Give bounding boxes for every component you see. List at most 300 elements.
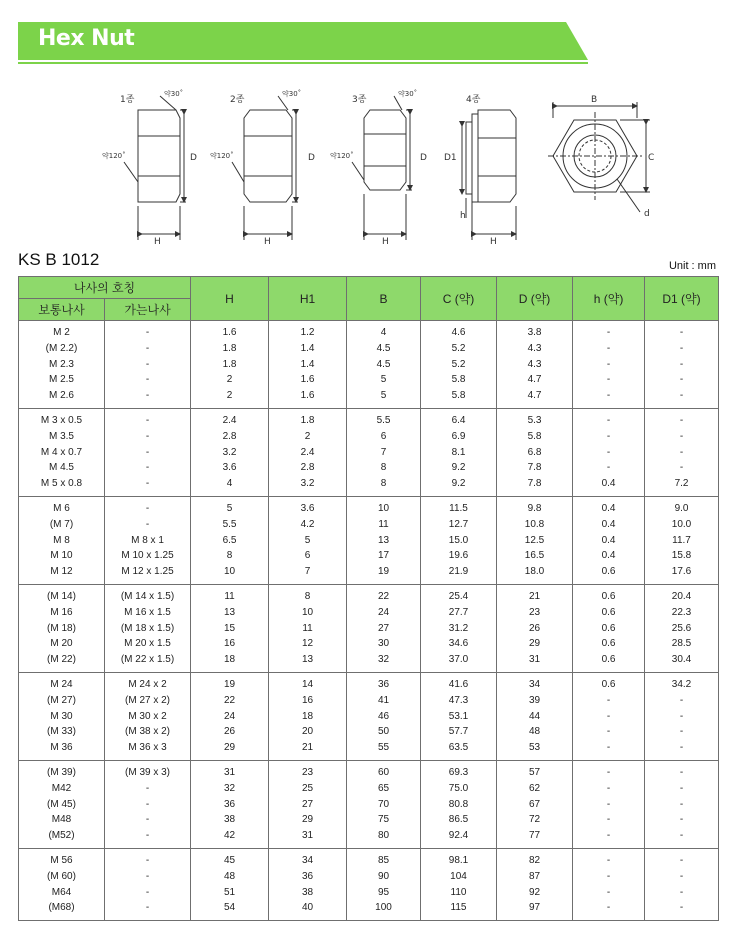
table-row bbox=[19, 605, 719, 621]
table-cell: 0.6 bbox=[573, 652, 645, 672]
table-cell: - bbox=[573, 408, 645, 428]
table-cell: - bbox=[645, 408, 719, 428]
table-cell: (M 39) bbox=[19, 760, 105, 780]
table-cell: - bbox=[573, 429, 645, 445]
table-cell: 50 bbox=[347, 724, 421, 740]
table-cell: 4.3 bbox=[497, 341, 573, 357]
spec-table-body bbox=[19, 321, 719, 921]
table-cell: 7 bbox=[347, 445, 421, 461]
table-cell: 0.6 bbox=[573, 672, 645, 692]
table-cell: 31 bbox=[497, 652, 573, 672]
type1-dim-H: H bbox=[154, 237, 161, 247]
table-cell: - bbox=[645, 429, 719, 445]
table-cell: - bbox=[645, 740, 719, 760]
table-row bbox=[19, 621, 719, 637]
table-cell: 5.5 bbox=[347, 408, 421, 428]
type3-dim-D: D bbox=[420, 153, 427, 163]
header-H: H bbox=[191, 277, 269, 321]
table-cell: 18.0 bbox=[497, 564, 573, 584]
table-cell: - bbox=[105, 408, 191, 428]
table-cell: 67 bbox=[497, 797, 573, 813]
table-cell: 11.5 bbox=[421, 496, 497, 516]
table-cell: - bbox=[645, 760, 719, 780]
table-cell: (M 38 x 2) bbox=[105, 724, 191, 740]
table-cell: 82 bbox=[497, 848, 573, 868]
table-cell: 22.3 bbox=[645, 605, 719, 621]
table-cell: - bbox=[105, 812, 191, 828]
table-cell: 2 bbox=[191, 388, 269, 408]
table-cell: (M 18) bbox=[19, 621, 105, 637]
table-cell: 13 bbox=[269, 652, 347, 672]
table-cell: - bbox=[105, 885, 191, 901]
table-row bbox=[19, 693, 719, 709]
table-row bbox=[19, 548, 719, 564]
type4-dim-h: h bbox=[460, 211, 466, 221]
table-cell: - bbox=[105, 372, 191, 388]
table-cell: 1.8 bbox=[269, 408, 347, 428]
table-cell: 34 bbox=[497, 672, 573, 692]
table-cell: (M 22) bbox=[19, 652, 105, 672]
table-cell: 19.6 bbox=[421, 548, 497, 564]
table-cell: 39 bbox=[497, 693, 573, 709]
table-cell: 110 bbox=[421, 885, 497, 901]
type3-angle-top: 약30˚ bbox=[398, 90, 418, 98]
standard-code: KS B 1012 bbox=[18, 250, 100, 269]
table-cell: 0.6 bbox=[573, 605, 645, 621]
table-cell: - bbox=[645, 372, 719, 388]
table-cell: 3.6 bbox=[269, 496, 347, 516]
table-cell: 0.6 bbox=[573, 621, 645, 637]
table-row bbox=[19, 445, 719, 461]
table-cell: 19 bbox=[347, 564, 421, 584]
table-cell: 13 bbox=[347, 533, 421, 549]
table-cell: 5.3 bbox=[497, 408, 573, 428]
table-cell: 9.2 bbox=[421, 476, 497, 496]
table-cell: 87 bbox=[497, 869, 573, 885]
table-cell: 53 bbox=[497, 740, 573, 760]
table-cell: (M52) bbox=[19, 828, 105, 848]
table-cell: 37.0 bbox=[421, 652, 497, 672]
table-cell: 4.5 bbox=[347, 341, 421, 357]
table-cell: - bbox=[105, 781, 191, 797]
table-cell: - bbox=[645, 812, 719, 828]
table-cell: 11 bbox=[347, 517, 421, 533]
table-row bbox=[19, 357, 719, 373]
table-cell: 75 bbox=[347, 812, 421, 828]
table-cell: M 24 bbox=[19, 672, 105, 692]
table-cell: - bbox=[645, 693, 719, 709]
table-cell: 36 bbox=[347, 672, 421, 692]
table-row bbox=[19, 341, 719, 357]
spec-table bbox=[18, 276, 719, 921]
table-cell: 46 bbox=[347, 709, 421, 725]
table-cell: 62 bbox=[497, 781, 573, 797]
table-cell: 9.2 bbox=[421, 460, 497, 476]
table-cell: 38 bbox=[269, 885, 347, 901]
table-cell: 5.5 bbox=[191, 517, 269, 533]
table-cell: 4 bbox=[191, 476, 269, 496]
table-cell: - bbox=[105, 357, 191, 373]
table-cell: 34 bbox=[269, 848, 347, 868]
table-cell: 12.7 bbox=[421, 517, 497, 533]
type2-dim-H: H bbox=[264, 237, 271, 247]
table-cell: 31 bbox=[269, 828, 347, 848]
page-title: Hex Nut bbox=[38, 26, 135, 51]
table-row bbox=[19, 460, 719, 476]
table-cell: 10.0 bbox=[645, 517, 719, 533]
table-cell: 22 bbox=[191, 693, 269, 709]
table-cell: 10 bbox=[347, 496, 421, 516]
table-cell: 0.6 bbox=[573, 636, 645, 652]
table-cell: 55 bbox=[347, 740, 421, 760]
table-cell: 21 bbox=[269, 740, 347, 760]
table-cell: 5.8 bbox=[421, 372, 497, 388]
table-row bbox=[19, 372, 719, 388]
table-cell: (M 27) bbox=[19, 693, 105, 709]
table-cell: 0.4 bbox=[573, 476, 645, 496]
table-cell: 41.6 bbox=[421, 672, 497, 692]
table-cell: - bbox=[645, 724, 719, 740]
table-cell: 70 bbox=[347, 797, 421, 813]
table-cell: 21.9 bbox=[421, 564, 497, 584]
type3-label: 3종 bbox=[352, 95, 367, 105]
table-cell: 25.4 bbox=[421, 584, 497, 604]
table-cell: 100 bbox=[347, 900, 421, 920]
top-dim-C: C bbox=[648, 153, 655, 163]
table-row bbox=[19, 429, 719, 445]
table-cell: 21 bbox=[497, 584, 573, 604]
top-dim-B: B bbox=[591, 95, 598, 105]
table-cell: M 30 x 2 bbox=[105, 709, 191, 725]
table-cell: 4.7 bbox=[497, 388, 573, 408]
table-cell: 4.2 bbox=[269, 517, 347, 533]
table-cell: 6.5 bbox=[191, 533, 269, 549]
table-cell: M 30 bbox=[19, 709, 105, 725]
table-cell: 32 bbox=[191, 781, 269, 797]
table-cell: - bbox=[105, 848, 191, 868]
table-cell: 5 bbox=[347, 388, 421, 408]
table-cell: 30.4 bbox=[645, 652, 719, 672]
table-cell: 98.1 bbox=[421, 848, 497, 868]
table-cell: 60 bbox=[347, 760, 421, 780]
table-cell: 22 bbox=[347, 584, 421, 604]
table-cell: - bbox=[645, 781, 719, 797]
table-cell: - bbox=[645, 321, 719, 341]
table-cell: 29 bbox=[269, 812, 347, 828]
table-cell: - bbox=[573, 781, 645, 797]
banner-underline bbox=[18, 62, 588, 64]
table-cell: - bbox=[573, 357, 645, 373]
table-cell: 2.8 bbox=[191, 429, 269, 445]
table-cell: - bbox=[645, 797, 719, 813]
table-cell: - bbox=[573, 828, 645, 848]
table-cell: M 2 bbox=[19, 321, 105, 341]
table-cell: 6 bbox=[347, 429, 421, 445]
type1-angle-top: 약30˚ bbox=[164, 90, 184, 98]
table-cell: M42 bbox=[19, 781, 105, 797]
table-cell: 85 bbox=[347, 848, 421, 868]
table-cell: - bbox=[645, 828, 719, 848]
table-cell: M 36 x 3 bbox=[105, 740, 191, 760]
table-cell: 63.5 bbox=[421, 740, 497, 760]
table-cell: 8 bbox=[269, 584, 347, 604]
type2-label: 2종 bbox=[230, 95, 245, 105]
table-row bbox=[19, 408, 719, 428]
table-cell: 32 bbox=[347, 652, 421, 672]
table-cell: (M 22 x 1.5) bbox=[105, 652, 191, 672]
table-cell: - bbox=[105, 797, 191, 813]
table-cell: M 8 bbox=[19, 533, 105, 549]
table-cell: 5.2 bbox=[421, 341, 497, 357]
nut-drawings bbox=[0, 82, 736, 252]
table-cell: 5 bbox=[347, 372, 421, 388]
table-cell: - bbox=[645, 388, 719, 408]
table-cell: 1.8 bbox=[191, 341, 269, 357]
type4-dim-H: H bbox=[490, 237, 497, 247]
table-row bbox=[19, 517, 719, 533]
table-cell: 5.8 bbox=[421, 388, 497, 408]
table-cell: 18 bbox=[269, 709, 347, 725]
header-D: D (약) bbox=[497, 277, 573, 321]
table-cell: 16 bbox=[269, 693, 347, 709]
table-row bbox=[19, 636, 719, 652]
table-cell: (M 14) bbox=[19, 584, 105, 604]
table-cell: M 6 bbox=[19, 496, 105, 516]
table-cell: 4.3 bbox=[497, 357, 573, 373]
table-cell: M 3 x 0.5 bbox=[19, 408, 105, 428]
table-cell: 5.8 bbox=[497, 429, 573, 445]
table-cell: 15 bbox=[191, 621, 269, 637]
table-cell: 2 bbox=[269, 429, 347, 445]
table-cell: M 4.5 bbox=[19, 460, 105, 476]
table-cell: 1.4 bbox=[269, 341, 347, 357]
table-cell: - bbox=[573, 848, 645, 868]
table-cell: M 16 x 1.5 bbox=[105, 605, 191, 621]
table-cell: M 4 x 0.7 bbox=[19, 445, 105, 461]
table-cell: - bbox=[645, 869, 719, 885]
table-cell: 17.6 bbox=[645, 564, 719, 584]
table-cell: 6.9 bbox=[421, 429, 497, 445]
table-cell: - bbox=[645, 885, 719, 901]
table-cell: - bbox=[573, 445, 645, 461]
table-cell: M 10 x 1.25 bbox=[105, 548, 191, 564]
table-cell: M 56 bbox=[19, 848, 105, 868]
table-cell: 5 bbox=[269, 533, 347, 549]
table-cell: 1.4 bbox=[269, 357, 347, 373]
type3-drawing bbox=[352, 96, 412, 240]
table-cell: - bbox=[105, 476, 191, 496]
table-cell: M 12 x 1.25 bbox=[105, 564, 191, 584]
table-cell: 7.8 bbox=[497, 476, 573, 496]
table-cell: (M68) bbox=[19, 900, 105, 920]
table-cell: 34.2 bbox=[645, 672, 719, 692]
table-cell: 65 bbox=[347, 781, 421, 797]
table-cell: 29 bbox=[191, 740, 269, 760]
table-cell: (M 33) bbox=[19, 724, 105, 740]
table-cell: M48 bbox=[19, 812, 105, 828]
table-cell: - bbox=[573, 797, 645, 813]
header-coarse-thread: 보통나사 bbox=[19, 299, 105, 321]
table-cell: 31 bbox=[191, 760, 269, 780]
table-cell: 27 bbox=[347, 621, 421, 637]
table-cell: 1.6 bbox=[191, 321, 269, 341]
type1-label: 1종 bbox=[120, 95, 135, 105]
table-cell: - bbox=[645, 341, 719, 357]
table-cell: 30 bbox=[347, 636, 421, 652]
table-cell: 47.3 bbox=[421, 693, 497, 709]
table-cell: - bbox=[645, 357, 719, 373]
table-cell: 23 bbox=[497, 605, 573, 621]
table-cell: 11 bbox=[269, 621, 347, 637]
type2-dim-D: D bbox=[308, 153, 315, 163]
type4-label: 4종 bbox=[466, 95, 481, 105]
table-cell: - bbox=[573, 869, 645, 885]
table-row bbox=[19, 797, 719, 813]
table-cell: 1.6 bbox=[269, 388, 347, 408]
table-cell: M 24 x 2 bbox=[105, 672, 191, 692]
table-cell: M 20 bbox=[19, 636, 105, 652]
table-cell: 90 bbox=[347, 869, 421, 885]
table-cell: 36 bbox=[191, 797, 269, 813]
table-row bbox=[19, 388, 719, 408]
table-cell: - bbox=[105, 460, 191, 476]
table-cell: - bbox=[573, 760, 645, 780]
table-cell: 10.8 bbox=[497, 517, 573, 533]
table-cell: 0.4 bbox=[573, 517, 645, 533]
table-row bbox=[19, 781, 719, 797]
table-cell: 11 bbox=[191, 584, 269, 604]
type4-drawing bbox=[462, 110, 516, 240]
table-cell: (M 2.2) bbox=[19, 341, 105, 357]
table-cell: 20.4 bbox=[645, 584, 719, 604]
table-cell: 3.6 bbox=[191, 460, 269, 476]
type2-angle-side: 약120˚ bbox=[210, 152, 234, 160]
table-row bbox=[19, 496, 719, 516]
table-cell: 8 bbox=[347, 476, 421, 496]
table-cell: (M 7) bbox=[19, 517, 105, 533]
table-cell: 48 bbox=[191, 869, 269, 885]
table-cell: - bbox=[105, 900, 191, 920]
table-cell: - bbox=[105, 828, 191, 848]
type2-drawing bbox=[232, 96, 298, 240]
table-cell: (M 45) bbox=[19, 797, 105, 813]
table-cell: 97 bbox=[497, 900, 573, 920]
table-row bbox=[19, 533, 719, 549]
top-view-drawing bbox=[548, 102, 650, 212]
table-cell: 3.2 bbox=[269, 476, 347, 496]
table-cell: 36 bbox=[269, 869, 347, 885]
table-cell: 4.7 bbox=[497, 372, 573, 388]
thread-name-header: 나사의 호칭 bbox=[19, 277, 191, 299]
table-cell: 8 bbox=[191, 548, 269, 564]
table-cell: 19 bbox=[191, 672, 269, 692]
table-row bbox=[19, 900, 719, 920]
table-cell: - bbox=[573, 693, 645, 709]
table-row bbox=[19, 672, 719, 692]
table-cell: - bbox=[573, 460, 645, 476]
table-cell: 6 bbox=[269, 548, 347, 564]
table-row bbox=[19, 848, 719, 868]
table-cell: 0.4 bbox=[573, 496, 645, 516]
table-cell: 16.5 bbox=[497, 548, 573, 564]
header-C: C (약) bbox=[421, 277, 497, 321]
table-row bbox=[19, 564, 719, 584]
table-cell: 1.6 bbox=[269, 372, 347, 388]
table-cell: 7.2 bbox=[645, 476, 719, 496]
header-fine-thread: 가는나사 bbox=[105, 299, 191, 321]
table-cell: 24 bbox=[191, 709, 269, 725]
table-cell: - bbox=[105, 445, 191, 461]
table-row bbox=[19, 812, 719, 828]
type1-angle-side: 약120˚ bbox=[102, 152, 126, 160]
table-cell: M 12 bbox=[19, 564, 105, 584]
table-cell: 12.5 bbox=[497, 533, 573, 549]
table-cell: M 2.6 bbox=[19, 388, 105, 408]
table-cell: 25 bbox=[269, 781, 347, 797]
unit-label: Unit : mm bbox=[668, 260, 716, 272]
table-cell: (M 39 x 3) bbox=[105, 760, 191, 780]
table-cell: 5 bbox=[191, 496, 269, 516]
header-B: B bbox=[347, 277, 421, 321]
table-cell: 9.0 bbox=[645, 496, 719, 516]
table-cell: - bbox=[105, 869, 191, 885]
table-cell: 5.2 bbox=[421, 357, 497, 373]
table-row bbox=[19, 885, 719, 901]
table-cell: 38 bbox=[191, 812, 269, 828]
table-cell: M 8 x 1 bbox=[105, 533, 191, 549]
table-cell: 69.3 bbox=[421, 760, 497, 780]
table-cell: 92.4 bbox=[421, 828, 497, 848]
table-cell: M 20 x 1.5 bbox=[105, 636, 191, 652]
table-cell: 2.8 bbox=[269, 460, 347, 476]
table-cell: - bbox=[105, 341, 191, 357]
table-cell: 1.8 bbox=[191, 357, 269, 373]
table-row bbox=[19, 321, 719, 341]
table-row bbox=[19, 828, 719, 848]
table-cell: 7 bbox=[269, 564, 347, 584]
table-cell: (M 14 x 1.5) bbox=[105, 584, 191, 604]
table-cell: 15.8 bbox=[645, 548, 719, 564]
table-cell: 16 bbox=[191, 636, 269, 652]
table-cell: 1.2 bbox=[269, 321, 347, 341]
table-cell: 0.6 bbox=[573, 584, 645, 604]
table-row bbox=[19, 584, 719, 604]
table-cell: 80.8 bbox=[421, 797, 497, 813]
table-cell: M 2.5 bbox=[19, 372, 105, 388]
table-row bbox=[19, 476, 719, 496]
table-cell: - bbox=[573, 740, 645, 760]
table-cell: 86.5 bbox=[421, 812, 497, 828]
table-cell: 26 bbox=[497, 621, 573, 637]
table-cell: 95 bbox=[347, 885, 421, 901]
table-cell: - bbox=[645, 848, 719, 868]
table-row bbox=[19, 652, 719, 672]
table-cell: M 10 bbox=[19, 548, 105, 564]
table-row bbox=[19, 760, 719, 780]
table-cell: M 5 x 0.8 bbox=[19, 476, 105, 496]
table-cell: 4 bbox=[347, 321, 421, 341]
table-row bbox=[19, 740, 719, 760]
table-cell: 3.8 bbox=[497, 321, 573, 341]
type3-dim-H: H bbox=[382, 237, 389, 247]
table-cell: - bbox=[105, 496, 191, 516]
table-cell: 18 bbox=[191, 652, 269, 672]
table-cell: 57 bbox=[497, 760, 573, 780]
table-cell: - bbox=[573, 812, 645, 828]
table-cell: 31.2 bbox=[421, 621, 497, 637]
table-cell: - bbox=[573, 709, 645, 725]
table-cell: - bbox=[573, 885, 645, 901]
